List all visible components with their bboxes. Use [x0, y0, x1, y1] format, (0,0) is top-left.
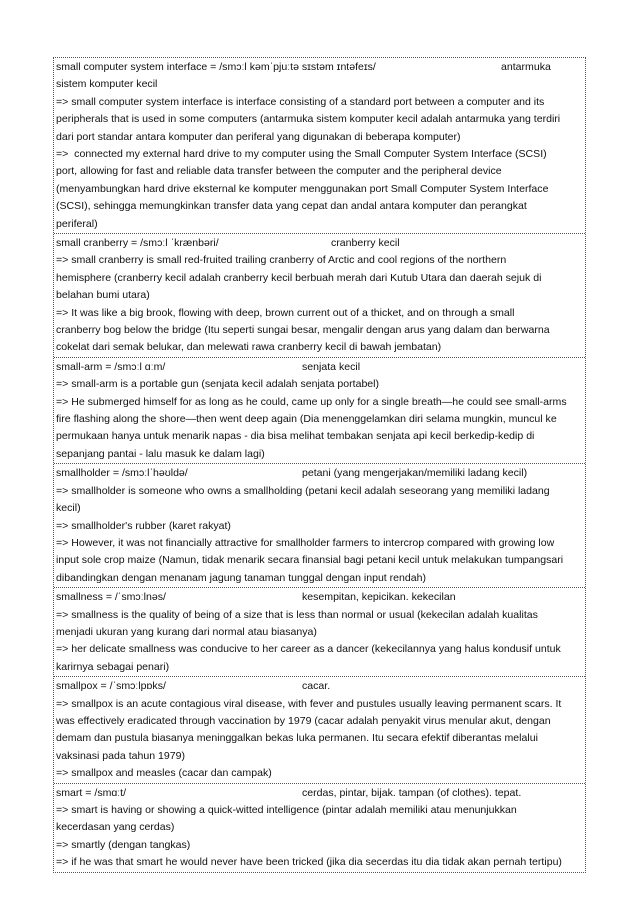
entry-headword: small computer system interface = /smɔːl kəmˈpjuːtə sɪstəm ɪntəfeɪs/ [56, 61, 376, 73]
entry-line: => smart is having or showing a quick-witted intelligence (pintar adalah memiliki atau menunjukkan [56, 803, 517, 816]
entry-line: dibandingkan dengan menanam jagung tanaman tunggal dengan input rendah) [56, 571, 427, 584]
entry-translation: cerdas, pintar, bijak. tampan (of clothes). tepat. [302, 786, 522, 799]
entry-line: demam dan pustula biasanya meninggalkan bekas luka permanen. Itu secara efektif diberantas melalui [56, 732, 538, 745]
entry-line: => smallness is the quality of being of a size that is less than normal or usual (kekecilan adalah kualitas [56, 608, 538, 621]
entry-line: kecerdasan yang cerdas) [56, 821, 175, 834]
entry-line: dari port standar antara komputer dan periferal yang digunakan di beberapa komputer) [56, 130, 461, 143]
entry-line: => smallpox is an acute contagious viral disease, with fever and pustules usually leaving permanent scars. It [56, 697, 562, 710]
entry-line: => smartly (dengan tangkas) [56, 838, 191, 851]
dictionary-table [53, 57, 586, 873]
entry-line: kecil) [56, 502, 81, 515]
entry-headword: small-arm = /smɔːl ɑːm/ [56, 360, 166, 373]
entry-line: sistem komputer kecil [56, 78, 158, 91]
entry-smallholder [54, 463, 585, 587]
entry-line: => However, it was not financially attractive for smallholder farmers to intercrop compared with growing low [56, 536, 555, 549]
entry-line: periferal) [56, 217, 98, 230]
entry-headword: smallness = /ˈsmɔːlnəs/ [56, 591, 166, 604]
entry-line: port, allowing for fast and reliable data transfer between the computer and the peripheral device [56, 165, 502, 178]
entry-headword: smart = /smɑːt/ [56, 786, 127, 799]
entry-headword: small cranberry = /smɔːl ˈkrænbəri/ [56, 237, 219, 250]
entry-translation: antarmuka [501, 61, 551, 73]
entry-headword: smallpox = /ˈsmɔːlpɒks/ [56, 680, 166, 693]
entry-line: => smallholder's rubber (karet rakyat) [56, 519, 231, 532]
entry-line: vaksinasi pada tahun 1979) [56, 749, 185, 762]
entry-small-cranberry [54, 233, 585, 357]
entry-line: => small cranberry is small red-fruited trailing cranberry of Arctic and cool regions of the northern [56, 254, 507, 267]
entry-header [56, 589, 584, 606]
entry-line: (menyambungkan hard drive eksternal ke komputer menggunakan port Small Computer System Interface [56, 182, 549, 195]
entry-line: => small computer system interface is interface consisting of a standard port between a computer and its [56, 95, 545, 108]
entry-header [56, 678, 584, 695]
entry-translation: petani (yang mengerjakan/memiliki ladang kecil) [302, 467, 528, 480]
entry-line: => small-arm is a portable gun (senjata kecil adalah senjata portabel) [56, 378, 380, 391]
entry-line: => her delicate smallness was conducive to her career as a dancer (kekecilannya yang halus kondusif untuk [56, 643, 561, 656]
entry-line: peripherals that is used in some computers (antarmuka sistem komputer kecil adalah antarmuka yang terdiri [56, 113, 561, 126]
entry-line: cokelat dari semak belukar, dan melewati rawa cranberry kecil di bawah jembatan) [56, 341, 442, 354]
entry-line: cranberry bog below the bridge (Itu seperti sungai besar, mengalir dengan arus yang dalam dan berwarna [56, 324, 550, 337]
entry-line: hemisphere (cranberry kecil adalah cranberry kecil berbuah merah dari Kutub Utara dan daerah sejuk di [56, 271, 542, 284]
entry-line: permukaan hanya untuk menarik napas - dia bisa melihat tembakan senjata api kecil berkedip-kedip di [56, 430, 535, 443]
entry-translation: cranberry kecil [331, 237, 400, 250]
entry-translation: senjata kecil [302, 360, 361, 373]
entry-headword: smallholder = /smɔːlˈhəʊldə/ [56, 467, 188, 480]
entry-header [56, 235, 584, 252]
entry-header [56, 59, 584, 76]
entry-line: => It was like a big brook, flowing with deep, brown current out of a thicket, and on through a small [56, 306, 515, 319]
entry-line: input sole crop maize (Namun, tidak menarik secara finansial bagi petani kecil untuk melakukan tumpangsari [56, 554, 564, 567]
entry-line: karirnya sebagai penari) [56, 660, 170, 673]
entry-line: fire flashing along the shore—then went deep again (Dia menenggelamkan diri selama mungkin, muncul ke [56, 413, 557, 426]
entry-line: => He submerged himself for as long as he could, came up only for a single breath—he could see small-arms [56, 395, 567, 408]
entry-header [56, 465, 584, 482]
entry-line: => if he was that smart he would never have been tricked (jika dia secerdas itu dia tidak akan pernah tertipu) [56, 856, 562, 869]
entry-line: sepanjang pantai - lalu masuk ke dalam lagi) [56, 447, 265, 460]
entry-translation: cacar. [302, 680, 331, 693]
entry-small-arm [54, 357, 585, 463]
entry-smallness [54, 587, 585, 676]
entry-small-computer-system-interface [54, 58, 585, 233]
entry-header [56, 785, 584, 802]
entry-line: => connected my external hard drive to my computer using the Small Computer System Interface (SCSI) [56, 148, 547, 161]
entry-line: menjadi ukuran yang kurang dari normal atau biasanya) [56, 625, 317, 638]
entry-header [56, 359, 584, 376]
entry-line: (SCSI), sehingga memungkinkan transfer data yang cepat dan andal antara komputer dan perangkat [56, 200, 527, 213]
entry-line: => smallpox and measles (cacar dan campak) [56, 767, 272, 780]
entry-smart [54, 783, 585, 872]
entry-line: => smallholder is someone who owns a smallholding (petani kecil adalah seseorang yang memiliki ladang [56, 484, 550, 497]
entry-line: belahan bumi utara) [56, 289, 150, 302]
entry-translation: kesempitan, kepicikan. kekecilan [302, 591, 456, 604]
entry-line: was effectively eradicated through vaccination by 1979 (cacar adalah penyakit virus menular akut, dengan [56, 714, 551, 727]
entry-smallpox [54, 676, 585, 782]
